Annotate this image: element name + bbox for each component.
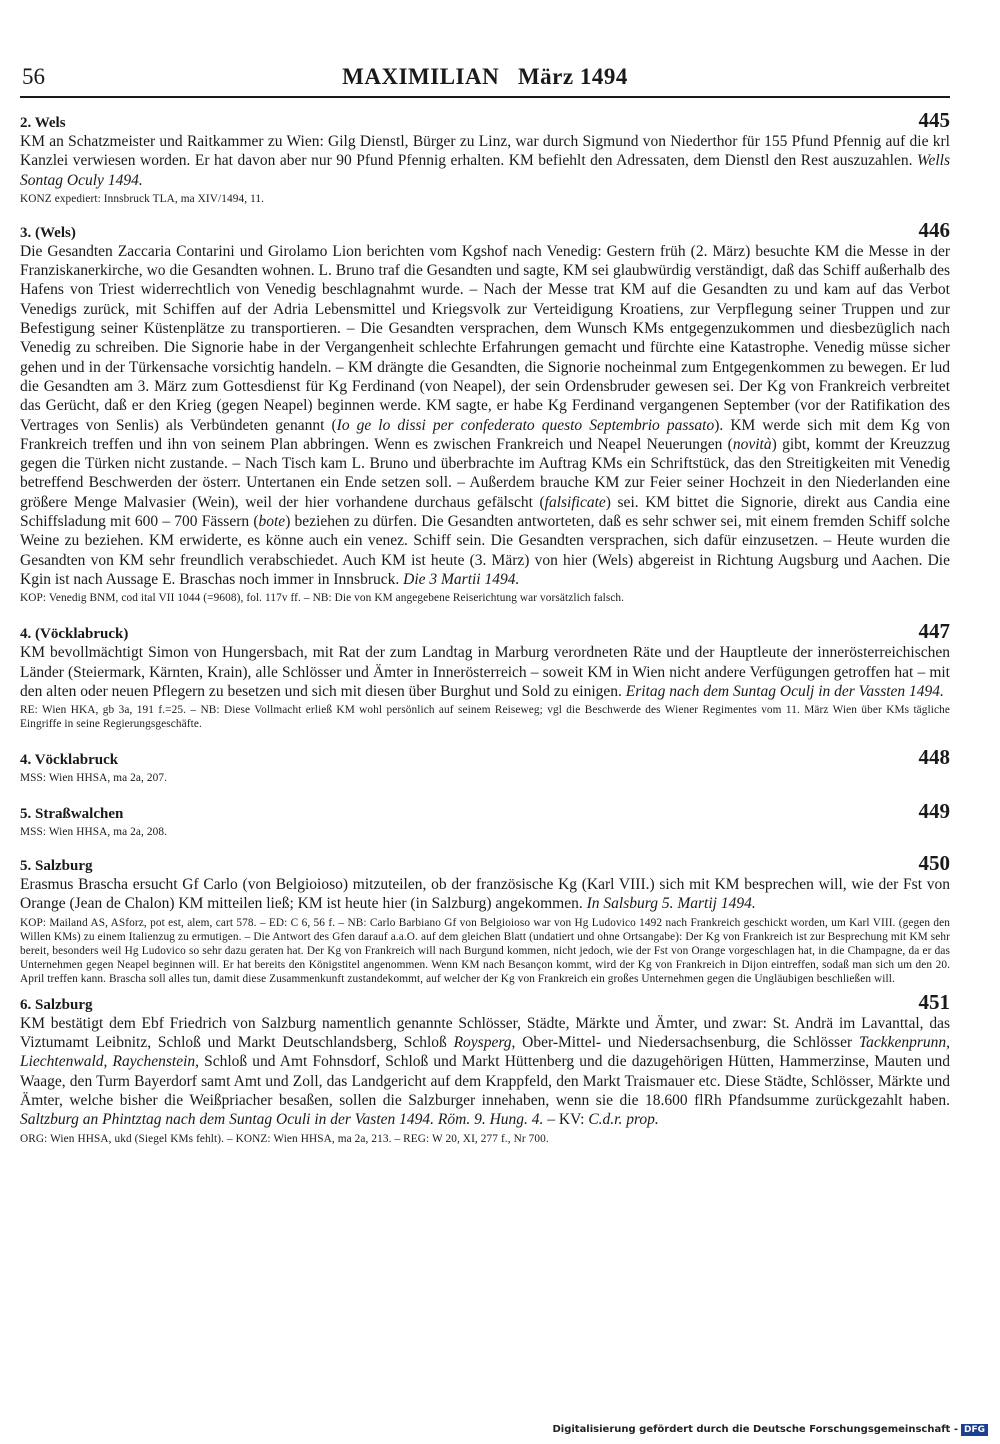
document-page: [20, 62, 950, 1146]
entry-number: 450: [918, 851, 950, 876]
entry-place-date: 2. Wels: [20, 115, 66, 131]
entry-heading: [20, 619, 950, 644]
quote-italic: bote: [258, 513, 286, 531]
text-span: Erasmus Brascha ersucht Gf Carlo (von Belgioioso) mitzuteilen, ob der französische Kg (Karl VIII.) sich mit KM besprechen will, wie der Fst von Orange (Jean de Chalon) KM mitteilen ließ; KM ist heute hier (in Salzburg) angekommen.: [20, 876, 950, 913]
text-span: , Schloß und Amt Fohnsdorf, Schloß und Markt Hüttenberg und die dazugehörigen Hütten, Hammerzinse, Mauten und Waage, den Turm Bayerdorf samt Amt und Zoll, das Landgericht auf dem Krappfeld, den Markt Traismauer etc. Diese Städte, Schlösser, Märkte und Ämter, welche bisher die Weißpriacher besaßen, sollen die Salzburger innehaben, wenn sie die 18.600 flRh Pfandsumme zurückgezahlt haben.: [20, 1053, 950, 1109]
entry-source: KONZ expediert: Innsbruck TLA, ma XIV/1494, 11.: [20, 192, 265, 205]
quote-italic: Io ge lo dissi per confederato questo Septembrio passato: [336, 416, 715, 434]
text-span: Die Gesandten Zaccaria Contarini und Girolamo Lion berichten vom Kgshof nach Venedig: Gestern früh (2. März) besuchte KM die Messe in der Franziskanerkirche, wo die Gesandten wohnen. L. Bruno traf die Gesandten und sagte, KM sei glaubwürdig verständigt, daß das Schiff außerhalb des Hafens von Triest widerrechtlich von Venedig beschlagnahmt wurde. – Nach der Messe trat KM auf die Gesandten zu und kam auf das Verbot Venedigs zurück, mit Schiffen auf der Adria Lebensmittel und Kriegsvolk zur Verteidigung Kroatiens, zur Verpflegung seiner Truppen und zur Befestigung seiner Küstenplätze zu transportieren. – Die Gesandten versprachen, dem Wunsch KMs entgegenzukommen und diesbezüglich nach Venedig zu schreiben. Die Signorie habe in der Vergangenheit schlechte Erfahrungen gemacht und fürchte eine Katastrophe. Venedig müsse sicher gehen und in der Türkensache vorsichtig handeln. – KM drängte die Gesandten, die Signorie nocheinmal zum Entgegenkommen zu bewegen. Er lud die Gesandten am 3. März zum Gottesdienst für Kg Ferdinand (von Neapel), der sein Ordensbruder gewesen sei. Der Kg von Frankreich verbreitet das Gerücht, daß er den Krieg (gegen Neapel) beginnen werde. KM sagte, er habe Kg Ferdinand vergangenen September (vor der Ratifikation des Vertrages von Senlis) als Verbündeten genannt (: [20, 242, 950, 434]
entry-number: 447: [918, 619, 950, 644]
regest-entry: [20, 108, 950, 206]
text-span: ) sei. KM bittet die Signorie, direkt aus Candia eine Schiffsladung mit 600 – 700 Fässern (: [20, 493, 950, 531]
quote-italic: falsificate: [544, 493, 606, 511]
entry-number: 451: [918, 989, 950, 1014]
footer-text: Digitalisierung gefördert durch die Deutsche Forschungsgemeinschaft -: [552, 1424, 958, 1435]
entry-number: 449: [918, 799, 950, 824]
regest-entry: [20, 989, 950, 1146]
text-span: , Ober-Mittel- und Niedersachsenburg, die Schlösser: [511, 1034, 859, 1052]
entry-heading: [20, 108, 950, 132]
entry-number: 446: [918, 217, 950, 242]
running-title: MAXIMILIAN März 1494: [342, 64, 628, 89]
entry-place-date: 4. (Vöcklabruck): [20, 626, 129, 643]
entry-number: 445: [918, 108, 950, 132]
entry-text: [20, 875, 950, 914]
dating-italic: Die 3 Martii 1494.: [403, 570, 520, 588]
regest-entry: [20, 619, 950, 731]
entry-place-date: 3. (Wels): [20, 224, 76, 241]
entry-source: KOP: Venedig BNM, cod ital VII 1044 (=9608), fol. 117v ff. – NB: Die von KM angegebene Reiserichtung war vorsätzlich falsch.: [20, 592, 625, 605]
dating-italic: Saltzburg an Phintztag nach dem Suntag Oculi in der Vasten 1494. Röm. 9. Hung. 4.: [20, 1111, 544, 1129]
chancery-note-italic: C.d.r. prop.: [588, 1111, 659, 1129]
dfg-logo: DFG: [961, 1424, 988, 1436]
entry-place-date: 4. Vöcklabruck: [20, 752, 119, 769]
dating-italic: In Salsburg 5. Martij 1494.: [586, 895, 756, 913]
regest-entry: [20, 799, 950, 839]
digitization-footer: [552, 1424, 988, 1436]
text-span: ). KM werde sich mit dem Kg von Frankreich treffen und ihn von seinem Plan abbringen. Wenn es zwischen Frankreich und Neapel Neuerungen (: [20, 416, 950, 453]
placename-italic: Tackkenprunn, Liechtenwald, Raychenstein: [20, 1034, 950, 1071]
entry-place-date: 5. Straßwalchen: [20, 806, 124, 823]
dating-italic: Eritag nach dem Suntag Oculj in der Vassten 1494.: [625, 682, 944, 700]
entry-source: KOP: Mailand AS, ASforz, pot est, alem, cart 578. – ED: C 6, 56 f. – NB: Carlo Barbiano Gf von Belgioioso war von Hg Ludovico 1492 nach Frankreich geschickt worden, um Karl VIII. (gegen den Willen KMs) zu einem Italienzug zu ermutigen. – Die Antwort des Gfen darauf a.a.O. auf dem gleichen Blatt (undatiert und ohne Ortsangabe): Der Kg von Frankreich ist zur Besprechung mit KM sehr bereit, besonders weil Hg Ludovico so sehr dazu geraten hat. Der Kg von Frankreich will nach Burgund kommen, nicht jedoch, wie der Fst von Orange vorgeschlagen hat, in die Champagne, da er das Unternehmen gegen Neapel beginnen will. Er hat bereits den Königstitel angenommen. Wenn KM nach Besançon kommt, wird der Kg von Frankreich in Dijon eintreffen, sodaß man sich um den 20. April treffen kann. Brascha soll alles tun, damit diese Zusammenkunft zustandekommt, auf welcher der Kg von Frankreich ein großes Unternehmen gegen die Ungläubigen beschließen will.: [20, 916, 950, 985]
text-span: – KV:: [543, 1111, 589, 1129]
text-span: KM an Schatzmeister und Raitkammer zu Wien: Gilg Dienstl, Bürger zu Linz, war durch Sigmund von Niederthor für 155 Pfund Pfennig auf die krl Kanzlei verwiesen worden. Er hat davon aber nur 90 Pfund Pfennig erhalten. KM befiehlt den Adressaten, dem Dienstl den Rest auszuzahlen.: [20, 133, 950, 170]
dating-italic: Wells Sontag Oculy 1494.: [20, 152, 950, 189]
page-number: 56: [22, 64, 45, 89]
quote-italic: novità: [732, 435, 772, 453]
entry-heading: [20, 799, 950, 824]
entry-place-date: 6. Salzburg: [20, 996, 93, 1013]
entry-text: [20, 643, 950, 701]
entry-text: [20, 1014, 950, 1130]
entry-heading: [20, 851, 950, 876]
text-span: KM bestätigt dem Ebf Friedrich von Salzburg namentlich genannte Schlösser, Städte, Märkte und Ämter, und zwar: St. Andrä im Lavanttal, das Viztumamt Leibnitz, Schloß und Markt Deutschlandsberg, Schloß: [20, 1014, 950, 1052]
entry-heading: [20, 745, 950, 770]
text-span: ) beziehen zu dürfen. Die Gesandten antworteten, daß es sehr schwer sei, mit einem fremden Schiff solche Weine zu beziehen. KM erwiderte, es könne auch ein venez. Schiff sein. Die Gesandten versprachen, sich dafür einzusetzen. – Heute wurden die Gesandten von KM sehr freundlich verabschiedet. Auch KM ist heute (3. März) von hier (Wels) abgereist in Richtung Augsburg und Aachen. Die Kgin ist nach Aussage E. Braschas noch immer in Innsbruck.: [20, 513, 950, 588]
regest-entry: [20, 217, 950, 605]
entry-number: 448: [918, 745, 950, 770]
text-span: KM bevollmächtigt Simon von Hungersbach, mit Rat der zum Landtag in Marburg verordneten Räte und der Hauptleute der innerösterreichischen Länder (Steiermark, Kärnten, Krain), alle Schlösser und Ämter in Innerösterreich – soweit KM in Wien nicht andere Verfügungen getroffen hat – mit den alten oder neuen Pflegern zu besetzen und sich mit diesen über Burghut und Sold zu einigen.: [20, 644, 950, 700]
page-header: [20, 62, 950, 98]
placename-italic: Roysperg: [453, 1034, 512, 1052]
entry-heading: [20, 217, 950, 242]
entry-place-date: 5. Salzburg: [20, 858, 93, 875]
entry-source: ORG: Wien HHSA, ukd (Siegel KMs fehlt). – KONZ: Wien HHSA, ma 2a, 213. – REG: W 20, XI, 277 f., Nr 700.: [20, 1132, 549, 1145]
entry-source: MSS: Wien HHSA, ma 2a, 208.: [20, 826, 168, 839]
entry-text: [20, 132, 950, 190]
entry-text: [20, 242, 950, 589]
entry-source: RE: Wien HKA, gb 3a, 191 f.=25. – NB: Diese Vollmacht erließ KM wohl persönlich auf seinem Reiseweg; vgl die Beschwerde des Wiener Regimentes vom 11. März Wien über KMs tägliche Eingriffe in seine Regierungsgeschäfte.: [20, 704, 950, 731]
text-span: ) gibt, kommt der Kreuzzug gegen die Türken nicht zustande. – Nach Tisch kam L. Bruno und überbrachte im Auftrag KMs ein Schriftstück, das den Streitigkeiten mit Venedig betreffend Beschwerden der österr. Untertanen ein Ende setzen soll. – Außerdem brauche KM zur Feier seiner Hochzeit in den Niederlanden eine größere Menge Malvasier (Wein), weil der hier vorhandene durchaus gefälscht (: [20, 435, 950, 511]
entry-source: MSS: Wien HHSA, ma 2a, 207.: [20, 772, 168, 785]
regest-entry: [20, 851, 950, 986]
regest-entry: [20, 745, 950, 785]
entry-heading: [20, 989, 950, 1014]
